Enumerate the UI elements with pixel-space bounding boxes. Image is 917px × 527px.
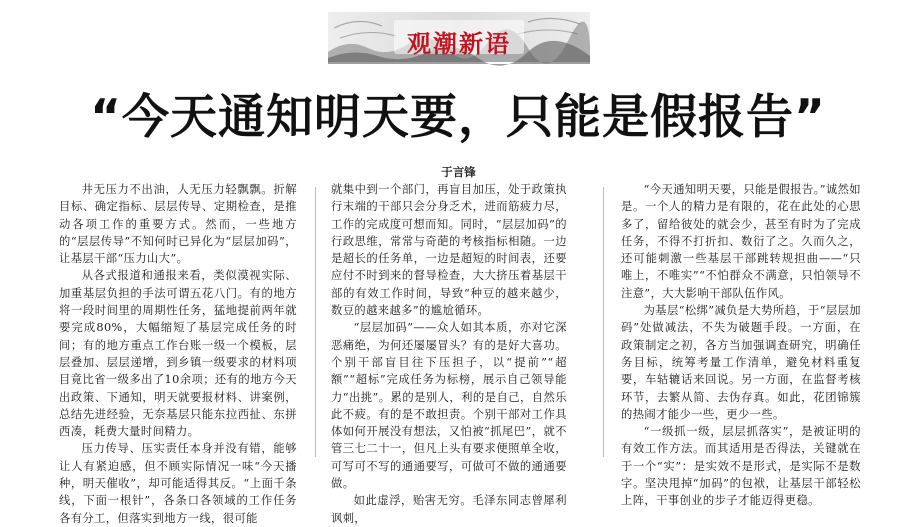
column-banner bbox=[328, 8, 590, 66]
article-column-2 bbox=[331, 181, 567, 525]
column-divider bbox=[315, 187, 316, 457]
byline: 于言锋 bbox=[441, 165, 476, 179]
paragraph: 从各式报道和通报来看，类似漠视实际、加重基层负担的手法可谓五花八门。有的地方将一段时间里的周期性任务，猛地提前两年就要完成80%，大幅缩短了基层完成任务的时间；有的地方重点工作台账一级一个模板，层层叠加、层层递增，到乡镇一级要求的材料项目竟比省一级多出了10余项；还有的地方今天出政策、下通知，明天就要报材料、讲案例，总结先进经验，无奈基层只能东拉西扯、东拼西凑，耗费大量时间精力。 bbox=[59, 269, 297, 439]
paragraph: 为基层“松绑”减负是大势所趋，于“层层加码”处做减法，不失为破题手段。一方面，在政策制定之初，各方当加强调查研究，明确任务目标，统筹考量工作清单，避免材料重复要，车轱辘话来回说。另一方面，在监督考核环节，去繁从简、去伪存真。如此，花团锦簇的热闹才能少一些，更少一些。 bbox=[621, 304, 861, 421]
paragraph: “层层加码”——众人如其本质，亦对它深恶痛绝，为何还屡屡冒头？有的是好大喜功。个别干部盲目往下压担子，以“提前”“超额”“超标”完成任务为标榜，展示自己领导能力“出挑”。累的是别人，利的是自己，自然乐此不疲。有的是不敢担责。个别干部对工作具体如何开展没有想法，又怕被“抓尾巴”，就不管三七二十一，但凡上头有要求便照单全收，可写可不写的通通要写，可做可不做的通通要做。 bbox=[331, 321, 567, 491]
paragraph: 井无压力不出油，人无压力轻飘飘。折解目标、确定指标、层层传导、定期检查，是推动各项工作的重要方式。然而，一些地方的“层层传导”不知何时已异化为“层层加码”，让基层干部“压力山大”。 bbox=[59, 183, 297, 266]
column-banner-title: 观潮新语 bbox=[407, 30, 511, 58]
article-column-1 bbox=[59, 181, 297, 525]
headline: “今天通知明天要，只能是假报告” bbox=[90, 90, 826, 145]
paragraph: “一级抓一级，层层抓落实”，是被证明的有效工作方法。而其适用是否得法，关键就在于一个“实”：是实效不是形式，是实际不是数字。坚决甩掉“加码”的包袱，让基层干部轻松上阵，干事创业的步子才能迈得更稳。 bbox=[621, 425, 861, 508]
paragraph: “今天通知明天要，只能是假报告。”诚然如是。一个人的精力是有限的，花在此处的心思多了，留给彼处的就会少，甚至有时为了完成任务，不得不打折扣、数衍了之。久而久之，还可能刺激一些基层干部跳转规担曲——“只唯上，不唯实”“不怕群众不满意，只怕领导不注意”，大大影响干部队伍作风。 bbox=[621, 183, 861, 300]
paragraph: 如此虚浮，贻害无穷。毛泽东同志曾犀利讽刺， bbox=[331, 494, 567, 525]
article-column-3 bbox=[621, 181, 861, 508]
paragraph: 就集中到一个部门，再盲目加压，处于政策执行末端的干部只会分身乏术，进而筋疲力尽，工作的完成度可想而知。同时，“层层加码”的行政思维，常常与奇葩的考核指标相随。一边是超长的任务单，一边是超短的时间表，还要应付不时到来的督导检查，大大挤压着基层干部的有效工作时间，导致“种豆的越来越少，数豆的越来越多”的尴尬循环。 bbox=[331, 183, 567, 318]
column-divider bbox=[603, 187, 604, 457]
article-body bbox=[59, 181, 909, 525]
paragraph: 压力传导、压实责任本身并没有错，能够让人有紧迫感，但不顾实际情况一味“今天播种，明天催收”，却可能适得其反。“上面千条线，下面一根针”，各条口各领域的工作任务各有分工，但落实到地方一线，很可能 bbox=[59, 442, 297, 525]
